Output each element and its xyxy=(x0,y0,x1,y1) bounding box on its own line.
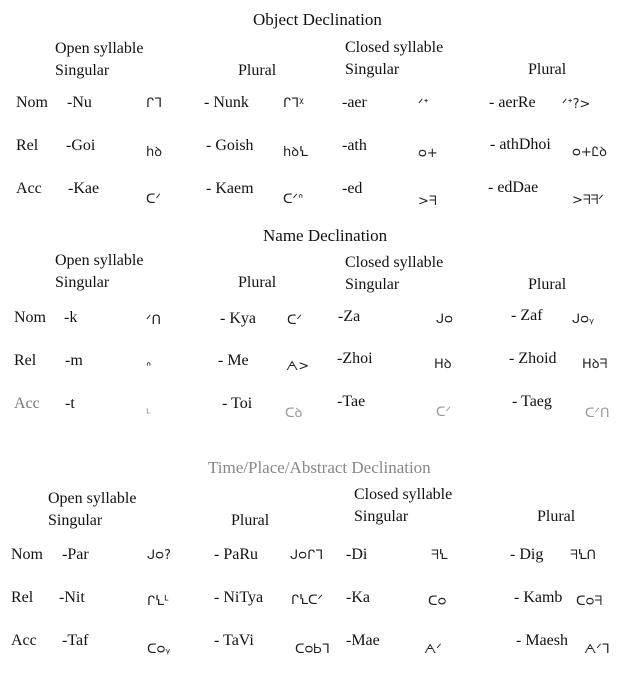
script-glyph: ᒍᴑᵧ xyxy=(572,312,594,327)
script-glyph: ᒋᒣᵡ xyxy=(283,96,304,111)
script-glyph: ᴑ+ xyxy=(418,146,438,161)
script-glyph: ᴑ+Ꮭꝺ xyxy=(572,145,607,160)
case-label: Acc xyxy=(14,395,40,412)
script-glyph: ᐟᑎ xyxy=(146,313,162,328)
suffix: -Zhoi xyxy=(337,350,373,367)
suffix: -Tae xyxy=(337,393,366,410)
script-glyph: ᕼꝺᖷ xyxy=(582,357,608,372)
suffix: - Nunk xyxy=(204,94,249,111)
script-glyph: ᑕᴑᵧ xyxy=(147,642,171,657)
suffix: - athDhoi xyxy=(490,136,551,153)
script-glyph: ᑕᴑᖷ xyxy=(576,594,603,609)
open-syllable-label: Open syllable xyxy=(48,490,137,507)
script-glyph: >ᖷᖷᐟ xyxy=(572,193,604,208)
suffix: -Mae xyxy=(346,632,380,649)
closed-syllable-label: Closed syllable xyxy=(354,486,453,503)
script-glyph: ᒋꝆᑕᐟ xyxy=(291,593,324,608)
suffix: -aer xyxy=(342,94,367,111)
script-glyph: ᑕᴑᏏᒣ xyxy=(295,642,330,657)
case-label: Acc xyxy=(16,180,42,197)
suffix: - Taeg xyxy=(512,393,552,410)
script-glyph: ᑕᐟᐢ xyxy=(283,192,304,207)
script-glyph: ᒋᒣ xyxy=(146,96,163,111)
suffix: - Me xyxy=(218,352,249,369)
script-glyph: ᒍᴑ xyxy=(436,312,454,327)
case-label: Nom xyxy=(11,546,43,563)
plural-label: Plural xyxy=(231,512,270,529)
script-glyph: hꝺ xyxy=(146,145,163,160)
suffix: - Kya xyxy=(220,310,256,327)
suffix: - PaRu xyxy=(214,546,258,563)
suffix: -Za xyxy=(338,308,361,325)
suffix: -Nit xyxy=(59,589,85,606)
suffix: -Kae xyxy=(68,180,100,197)
plural-label: Plural xyxy=(238,274,277,291)
script-glyph: ᑕꝺ xyxy=(285,406,303,421)
script-glyph: ᗅ> xyxy=(286,359,310,374)
suffix: - NiTya xyxy=(214,589,264,606)
plural-label: Plural xyxy=(528,276,567,293)
suffix: -t xyxy=(65,395,75,412)
case-label: Rel xyxy=(11,589,34,606)
script-glyph: ᐢ xyxy=(146,360,152,375)
suffix: -Nu xyxy=(67,94,92,111)
script-glyph: ᑕᐟ xyxy=(146,192,161,207)
case-label: Nom xyxy=(16,94,48,111)
singular-label: Singular xyxy=(354,508,409,525)
suffix: - Zhoid xyxy=(509,350,557,367)
open-syllable-label: Open syllable xyxy=(55,40,144,57)
suffix: -Taf xyxy=(62,632,89,649)
suffix: - Kamb xyxy=(514,589,563,606)
script-glyph: ᐟᕀ?> xyxy=(562,97,591,112)
singular-label: Singular xyxy=(345,276,400,293)
case-label: Acc xyxy=(11,632,37,649)
case-label: Rel xyxy=(16,137,39,154)
script-glyph: ᗅᐟᒣ xyxy=(584,642,610,657)
suffix: - Toi xyxy=(222,395,253,412)
plural-label: Plural xyxy=(238,62,277,79)
section-title-time-place-abstract: Time/Place/Abstract Declination xyxy=(208,458,431,477)
suffix: -Di xyxy=(346,546,368,563)
section-title-name: Name Declination xyxy=(263,226,388,245)
script-glyph: ᗅᐟ xyxy=(424,642,442,657)
script-glyph: ᑕᴑ xyxy=(428,594,447,609)
singular-label: Singular xyxy=(55,62,110,79)
case-label: Nom xyxy=(14,309,46,326)
script-glyph: ᒍᴑᒋᒣ xyxy=(290,548,324,563)
script-glyph: ᑕᐟᑎ xyxy=(585,406,610,421)
script-glyph: >ᖷ xyxy=(418,194,437,209)
suffix: -ed xyxy=(342,180,363,197)
suffix: -Goi xyxy=(66,137,96,154)
closed-syllable-label: Closed syllable xyxy=(345,39,444,56)
script-glyph: ᖷꝆ xyxy=(431,548,448,563)
script-glyph: hꝺꝆ xyxy=(283,145,308,160)
singular-label: Singular xyxy=(48,512,103,529)
case-label: Rel xyxy=(14,352,37,369)
script-glyph: ᒍᴑ? xyxy=(147,548,171,563)
suffix: - Zaf xyxy=(511,307,543,324)
suffix: - aerRe xyxy=(489,94,536,111)
suffix: -m xyxy=(65,352,83,369)
script-glyph: ᒻ xyxy=(146,407,152,422)
script-glyph: ᒋꝆᒻ xyxy=(147,594,170,609)
suffix: - Maesh xyxy=(516,632,568,649)
suffix: -Par xyxy=(62,546,89,563)
suffix: - edDae xyxy=(488,179,539,196)
section-title-object: Object Declination xyxy=(253,10,382,29)
plural-label: Plural xyxy=(537,508,576,525)
script-glyph: ᖷꝆᑎ xyxy=(570,548,597,563)
suffix: - Kaem xyxy=(206,180,254,197)
suffix: - TaVi xyxy=(214,632,254,649)
script-glyph: ᕼꝺ xyxy=(434,357,452,372)
suffix: - Dig xyxy=(510,546,544,563)
closed-syllable-label: Closed syllable xyxy=(345,254,444,271)
suffix: -Ka xyxy=(346,589,370,606)
singular-label: Singular xyxy=(55,274,110,291)
open-syllable-label: Open syllable xyxy=(55,252,144,269)
script-glyph: ᐟᕀ xyxy=(418,97,429,112)
singular-label: Singular xyxy=(345,61,400,78)
suffix: -k xyxy=(64,309,78,326)
suffix: -ath xyxy=(342,137,367,154)
plural-label: Plural xyxy=(528,61,567,78)
script-glyph: ᑕᐟ xyxy=(287,313,302,328)
suffix: - Goish xyxy=(206,137,254,154)
script-glyph: ᑕᐟ xyxy=(436,405,451,420)
